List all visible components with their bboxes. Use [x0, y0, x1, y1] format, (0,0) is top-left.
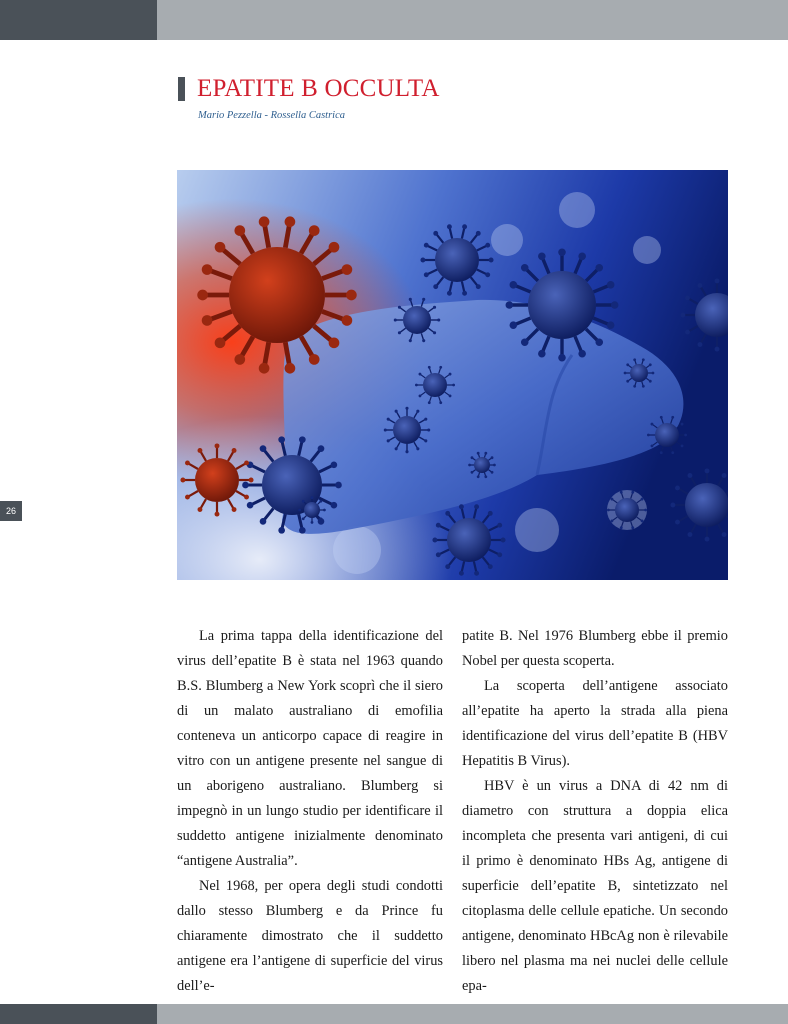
- hero-illustration-svg: [177, 170, 728, 580]
- header-bar-light: [157, 0, 788, 40]
- header-bar-dark: [0, 0, 157, 40]
- footer-bar-dark: [0, 1004, 157, 1024]
- virus-liver-illustration: [177, 170, 728, 580]
- virus-particle: [506, 249, 619, 362]
- paragraph: La prima tappa della identificazione del virus dell’epatite B è stata nel 1963 quando B.S. Blumberg a New York scoprì che il siero di un malato australiano di emofilia conteneva un anticorpo capace di reagire in vitro con un antigene presente nel sangue di un aborigeno australiano. Blumberg si impegnò in un lungo studio per identificare il suddetto antigene inizialmente denominato “antigene Australia”.: [177, 628, 443, 869]
- article-title: EPATITE B OCCULTA: [197, 75, 440, 102]
- paragraph-continuation: patite B. Nel 1976 Blumberg ebbe il premio Nobel per questa scoperta.: [462, 628, 728, 669]
- virus-particle: [298, 496, 326, 524]
- paragraph: Nel 1968, per opera degli studi condotti dallo stesso Blumberg e da Prince fu chiaramente dimostrato che il suddetto antigene era l’antigene di superficie del virus dell’e-: [177, 878, 443, 994]
- title-marker: [178, 77, 185, 101]
- footer-bar-light: [157, 1004, 788, 1024]
- article-title-block: [178, 74, 440, 104]
- page-number: 26: [0, 501, 22, 521]
- article-authors: Mario Pezzella - Rossella Castrica: [198, 110, 345, 121]
- paragraph: HBV è un virus a DNA di 42 nm di diametro con struttura a doppia elica incompleta che presenta vari antigeni, di cui il primo è denominato HBs Ag, antigene di superficie dell’epatite B, sintetizzato nel citoplasma delle cellule epatiche. Un secondo antigene, denominato HBcAg non è rilevabile libero nel plasma ma nei nuclei delle cellule epa-: [462, 778, 728, 994]
- text-column-left: [177, 624, 443, 999]
- paragraph: La scoperta dell’antigene associato all’epatite ha aperto la strada alla piena identificazione del virus dell’epatite B (HBV Hepatitis B Virus).: [462, 678, 728, 769]
- text-column-right: [462, 624, 728, 999]
